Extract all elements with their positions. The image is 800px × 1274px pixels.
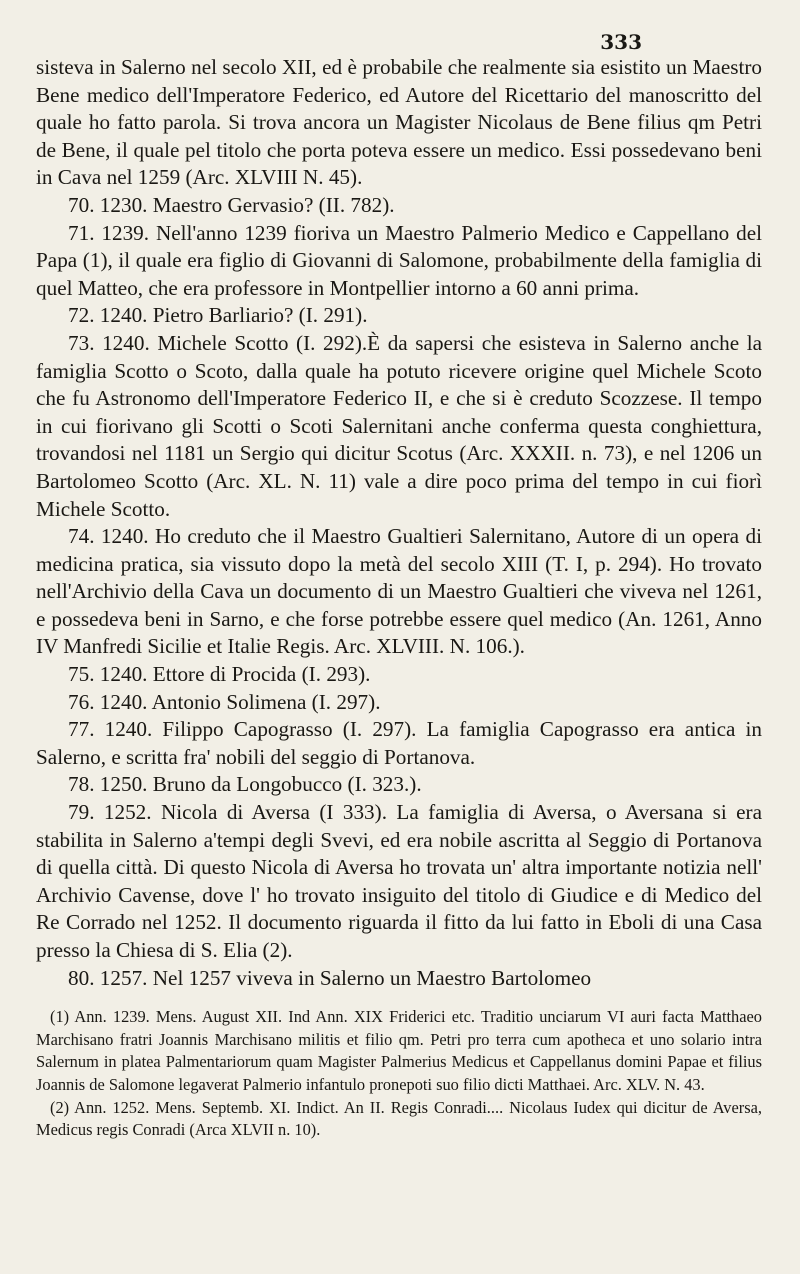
entry-75: 75. 1240. Ettore di Procida (I. 293). <box>68 662 371 687</box>
entry-73: 73. 1240. Michele Scotto (I. 292).È da sapersi che esisteva in Salerno anche la famiglia Scotto o Scoto, dalla quale ha potuto ricevere origine quel Michele Scoto che fu Astronomo dell'Imperatore Federico II, e che si è creduto Scozzese. Il tempo in cui fiorivano gli Scotti o Scoti Salernitani anche conferma questa conghiettura, trovandosi nel 1181 un Sergio qui dicitur Scotus (Arc. XXXII. n. 73), e nel 1206 un Bartolomeo Scotto (Arc. XL. N. 11) vale a dire poco prima del tempo in cui fiorì Michele Scotto. <box>36 330 762 521</box>
footnote-2: (2) Ann. 1252. Mens. Septemb. XI. Indict. An II. Regis Conradi.... Nicolaus Iudex qui dicitur de Aversa, Medicus regis Conradi (Arca XLVII n. 10). <box>36 1097 762 1140</box>
page-number: 333 <box>600 30 642 54</box>
entry-70: 70. 1230. Maestro Gervasio? (II. 782). <box>68 192 395 217</box>
entry-78: 78. 1250. Bruno da Longobucco (I. 323.). <box>68 772 422 797</box>
paragraph-intro: sisteva in Salerno nel secolo XII, ed è probabile che realmente sia esistito un Maestro Bene medico dell'Imperatore Federico, ed Autore del Ricettario del manoscritto del quale ho fatto parola. Si trova ancora un Magister Nicolaus de Bene filius qm Petri de Bene, il quale pel titolo che porta poteva essere un medico. Essi possedevano beni in Cava nel 1259 (Arc. XLVIII N. 45). <box>36 55 762 190</box>
entry-71: 71. 1239. Nell'anno 1239 fioriva un Maestro Palmerio Medico e Cappellano del Papa (1), il quale era figlio di Giovanni di Salomone, probabilmente della famiglia di quel Matteo, che era professore in Montpellier intorno a 60 anni prima. <box>36 220 762 300</box>
entry-77: 77. 1240. Filippo Capograsso (I. 297). La famiglia Capograsso era antica in Salerno, e scritta fra' nobili del seggio di Portanova. <box>36 717 762 769</box>
footnote-1: (1) Ann. 1239. Mens. August XII. Ind Ann. XIX Friderici etc. Traditio unciarum VI auri facta Matthaeo Marchisano fratri Joannis Marchisano militis et filio qm. Petri pro terra cum apotheca et uno solario intra Salernum in platea Palmentariorum quam Magister Palmerius Medicus et Cappellanus domini Papae et filius Joannis de Salomone legaverat Palmerio infantulo pronepoti suo filio dicti Matthaei. Arc. XLV. N. 43. <box>36 1007 762 1094</box>
entry-76: 76. 1240. Antonio Solimena (I. 297). <box>68 689 381 714</box>
entry-80: 80. 1257. Nel 1257 viveva in Salerno un Maestro Bartolomeo <box>68 965 592 990</box>
entry-72: 72. 1240. Pietro Barliario? (I. 291). <box>68 303 368 328</box>
body-text <box>36 54 762 992</box>
entry-79: 79. 1252. Nicola di Aversa (I 333). La famiglia di Aversa, o Aversana si era stabilita in Salerno a'tempi degli Svevi, ed era nobile ascritta al Seggio di Portanova di quella città. Di questo Nicola di Aversa ho trovata un' altra importante notizia nell' Archivio Cavense, dove l' ho trovato insiguito del titolo di Giudice e di Medico del Re Corrado nel 1252. Il documento riguarda il fitto da lui fatto in Eboli di una Casa presso la Chiesa di S. Elia (2). <box>36 800 762 962</box>
footnotes <box>36 1006 762 1142</box>
entry-74: 74. 1240. Ho creduto che il Maestro Gualtieri Salernitano, Autore di un opera di medicina pratica, sia vissuto dopo la metà del secolo XIII (T. I, p. 294). Ho trovato nell'Archivio della Cava un documento di un Maestro Gualtieri che viveva nel 1261, e possedeva beni in Sarno, e che forse potrebbe essere quel medico (An. 1261, Anno IV Manfredi Sicilie et Italie Regis. Arc. XLVIII. N. 106.). <box>36 524 762 659</box>
